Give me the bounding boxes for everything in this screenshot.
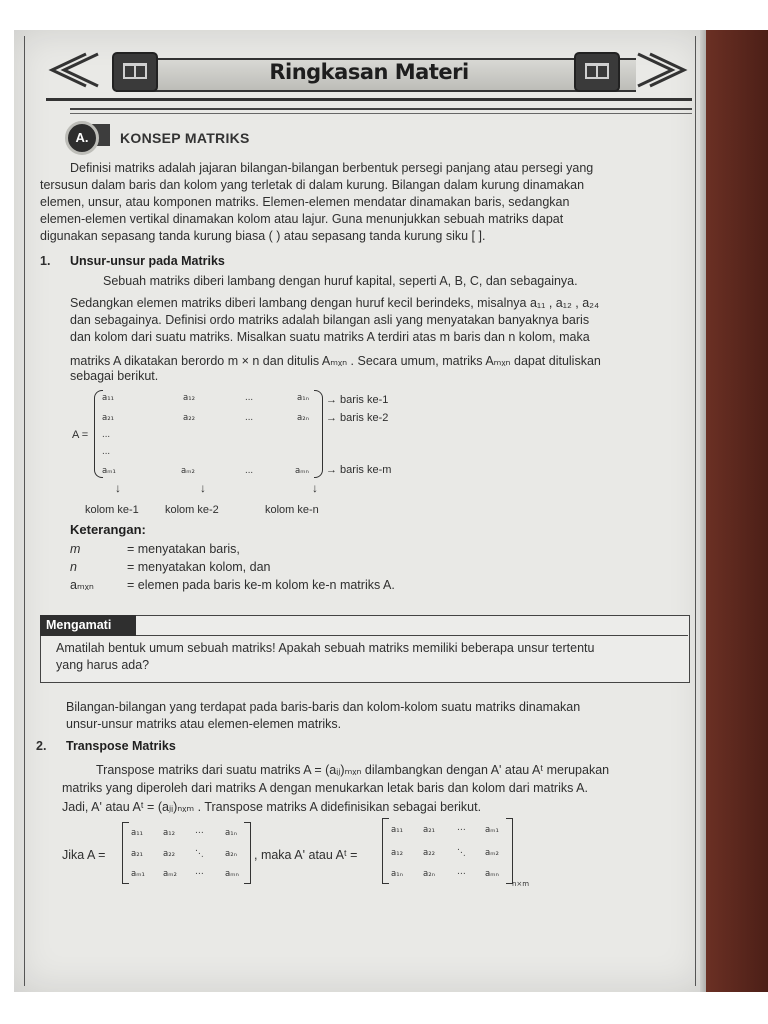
matrix-cell: a₁₂ [163,828,176,838]
matrix-cell: ... [245,413,254,423]
matrix-cell: aₘₙ [225,869,239,879]
body-line: sebagai berikut. [70,369,159,383]
matrix-cell: a₁₂ [183,393,196,403]
background-surface [706,30,768,992]
chevron-right-icon [630,50,690,90]
body-line: Bilangan-bilangan yang terdapat pada baris-baris dan kolom-kolom suatu matriks dinamakan [66,700,581,714]
row-label: → baris ke-2 [326,412,389,424]
matrix-cell: aₘ₂ [485,848,499,858]
divider [70,108,692,110]
keterangan-desc: = menyatakan baris, [127,542,240,556]
body-line: Sebuah matriks diberi lambang dengan huruf kapital, seperti A, B, C, dan sebagainya. [103,274,578,288]
section-letter-badge: A. [65,121,99,155]
matrix-cell: ... [245,393,254,403]
matrix-cell: ⋯ [195,869,204,879]
matrix-cell: aₘₙ [485,869,499,879]
matrix-cell: aₘ₁ [485,825,499,835]
matrix-cell: a₁₂ [391,848,404,858]
column-arrow: ↓ [200,481,206,495]
column-arrow: ↓ [115,481,121,495]
matrix-cell: ⋱ [457,848,466,858]
matrix-label: A = [72,429,89,441]
keterangan-desc: = elemen pada baris ke-m kolom ke-n matriks A. [127,578,395,592]
body-line: Transpose matriks dari suatu matriks A = (aᵢⱼ)ₘₓₙ dilambangkan dengan A' atau Aᵗ merupakan [96,763,610,777]
intro-line: Definisi matriks adalah jajaran bilangan-bilangan berbentuk persegi panjang atau persegi yang [70,161,594,175]
row-label: → baris ke-m [326,464,392,476]
subsection-number: 2. [36,739,47,753]
matrix-cell: a₁ₙ [225,828,238,838]
subsection-title: Unsur-unsur pada Matriks [70,254,225,268]
keterangan-symbol: n [70,560,77,574]
matrix-bracket-left [122,822,129,884]
matrix-cell: ... [102,447,111,457]
body-line: unsur-unsur matriks atau elemen-elemen matriks. [66,717,342,731]
matrix-cell: a₁₁ [391,825,404,835]
matrix-cell: aₘₙ [295,466,309,476]
mengamati-text: yang harus ada? [56,658,150,672]
body-line: Jadi, A' atau Aᵗ = (aⱼᵢ)ₙₓₘ . Transpose matriks A didefinisikan sebagai berikut. [62,800,482,814]
frame-border-left [24,36,25,986]
matrix-bracket-right [314,390,323,478]
matrix-cell: aₘ₁ [102,466,116,476]
matrix-bracket-left [382,818,389,884]
mengamati-label: Mengamati [40,615,136,636]
banner [46,46,692,102]
body-line: dan kolom dari suatu matriks. Misalkan suatu matriks A terdiri atas m baris dan n kolom, maka [70,330,590,344]
column-label: kolom ke-2 [165,504,219,516]
body-line: Sedangkan elemen matriks diberi lambang dengan huruf kecil berindeks, misalnya a₁₁ , a₁₂ , a₂₄ [70,296,600,310]
matrix-cell: a₂ₙ [297,413,310,423]
keterangan-title: Keterangan: [70,522,146,537]
matrix-bracket-right [244,822,251,884]
matrix-cell: ... [245,466,254,476]
row-label: → baris ke-1 [326,394,389,406]
intro-line: tersusun dalam baris dan kolom yang terletak di dalam kurung. Bilangan dalam kurung dinamakan [40,178,585,192]
intro-line: elemen-elemen vertikal dinamakan kolom atau lajur. Guna menunjukkan sebuah matriks dapat [40,212,564,226]
matrix-cell: a₁ₙ [391,869,404,879]
keterangan-desc: = menyatakan kolom, dan [127,560,271,574]
matrix-cell: ⋯ [195,828,204,838]
column-label: kolom ke-1 [85,504,139,516]
column-label: kolom ke-n [265,504,319,516]
matrix-cell: ⋱ [195,849,204,859]
intro-line: digunakan sepasang tanda kurung biasa ( ) atau sepasang tanda kurung siku [ ]. [40,229,486,243]
matrix-bracket-right [506,818,513,884]
mengamati-text: Amatilah bentuk umum sebuah matriks! Apakah sebuah matriks memiliki beberapa unsur tertentu [56,641,595,655]
matrix-cell: ... [102,430,111,440]
matrix-cell: a₂₁ [102,413,115,423]
matrix-cell: aₘ₂ [181,466,195,476]
matrix-cell: a₂₂ [423,848,436,858]
matrix-cell: ⋯ [457,869,466,879]
divider [136,635,688,636]
matrix-cell: a₁₁ [131,828,144,838]
section-title: KONSEP MATRIKS [120,130,250,146]
matrix-cell: a₂ₙ [423,869,436,879]
divider [70,113,692,114]
matrix-cell: a₂ₙ [225,849,238,859]
equation-text: Jika A = [62,848,106,862]
matrix-cell: aₘ₁ [131,869,145,879]
body-line: dan sebagainya. Definisi ordo matriks adalah bilangan asli yang menyatakan banyaknya baris [70,313,590,327]
matrix-cell: a₂₁ [423,825,436,835]
frame-border-right [695,36,696,986]
keterangan-symbol: m [70,542,81,556]
book-icon [574,52,620,92]
column-arrow: ↓ [312,481,318,495]
matrix-cell: ⋯ [457,825,466,835]
equation-text: , maka A' atau Aᵗ = [254,848,358,862]
subsection-title: Transpose Matriks [66,739,176,753]
matrix-cell: a₁ₙ [297,393,310,403]
matrix-cell: a₂₁ [131,849,144,859]
matrix-cell: aₘ₂ [163,869,177,879]
banner-title: Ringkasan Materi [269,60,469,84]
matrix-cell: a₁₁ [102,393,115,403]
intro-line: elemen, unsur, atau komponen matriks. Elemen-elemen mendatar dinamakan baris, sedangkan [40,195,570,209]
matrix-order: n×m [512,880,530,888]
body-line: matriks A dikatakan berordo m × n dan ditulis Aₘₓₙ . Secara umum, matriks Aₘₓₙ dapat dituliskan [70,354,601,368]
banner-rule [46,98,692,101]
subsection-number: 1. [40,254,51,268]
body-line: matriks yang diperoleh dari matriks A dengan menukarkan letak baris dan kolom dari matriks A. [62,781,588,795]
matrix-cell: a₂₂ [163,849,176,859]
matrix-cell: a₂₂ [183,413,196,423]
keterangan-symbol: aₘₓₙ [70,578,94,592]
